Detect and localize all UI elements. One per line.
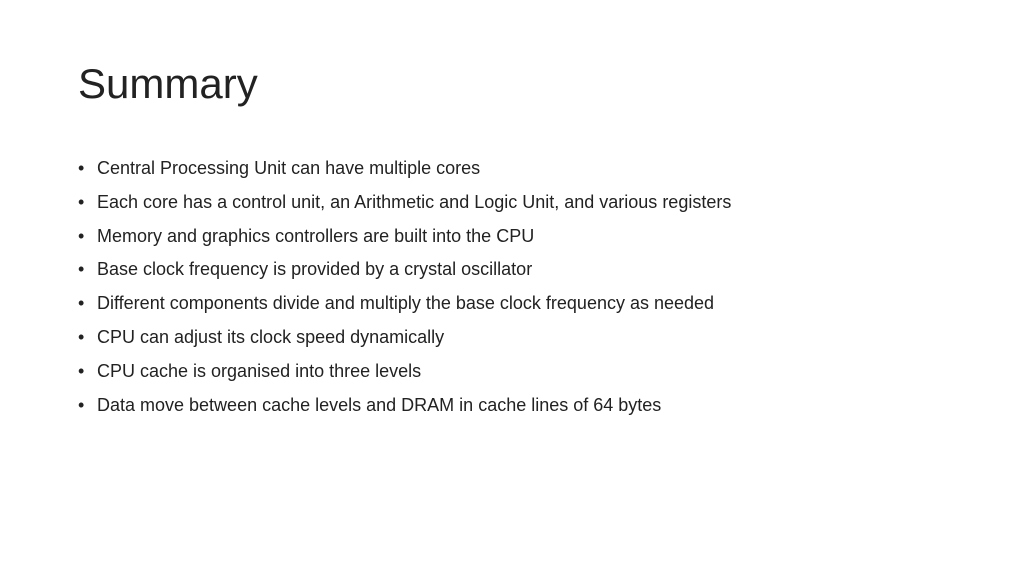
list-item [78,391,978,425]
list-item [78,188,978,222]
bullet-text: Each core has a control unit, an Arithmetic and Logic Unit, and various registers [97,191,732,212]
bullet-text: Base clock frequency is provided by a crystal oscillator [97,259,533,280]
bullet-icon: • [78,360,85,381]
bullet-text: Central Processing Unit can have multiple cores [97,158,481,178]
list-item [78,323,978,357]
bullet-text: Different components divide and multiply the base clock frequency as needed [97,293,715,314]
bullet-icon: • [78,225,85,246]
slide-title: Summary [78,60,258,107]
bullet-list [78,154,978,424]
bullet-icon: • [78,259,85,280]
bullet-icon: • [78,326,85,347]
bullet-text: CPU can adjust its clock speed dynamically [97,326,445,347]
bullet-icon: • [78,191,85,212]
bullet-text: Data move between cache levels and DRAM in cache lines of 64 bytes [97,394,662,415]
list-item [78,255,978,289]
bullet-icon: • [78,394,85,415]
list-item [78,154,978,188]
bullet-icon: • [78,293,85,314]
bullet-icon: • [78,158,85,178]
bullet-text: Memory and graphics controllers are built into the CPU [97,225,535,246]
list-item [78,222,978,256]
bullet-text: CPU cache is organised into three levels [97,360,422,381]
list-item [78,289,978,323]
list-item [78,357,978,391]
